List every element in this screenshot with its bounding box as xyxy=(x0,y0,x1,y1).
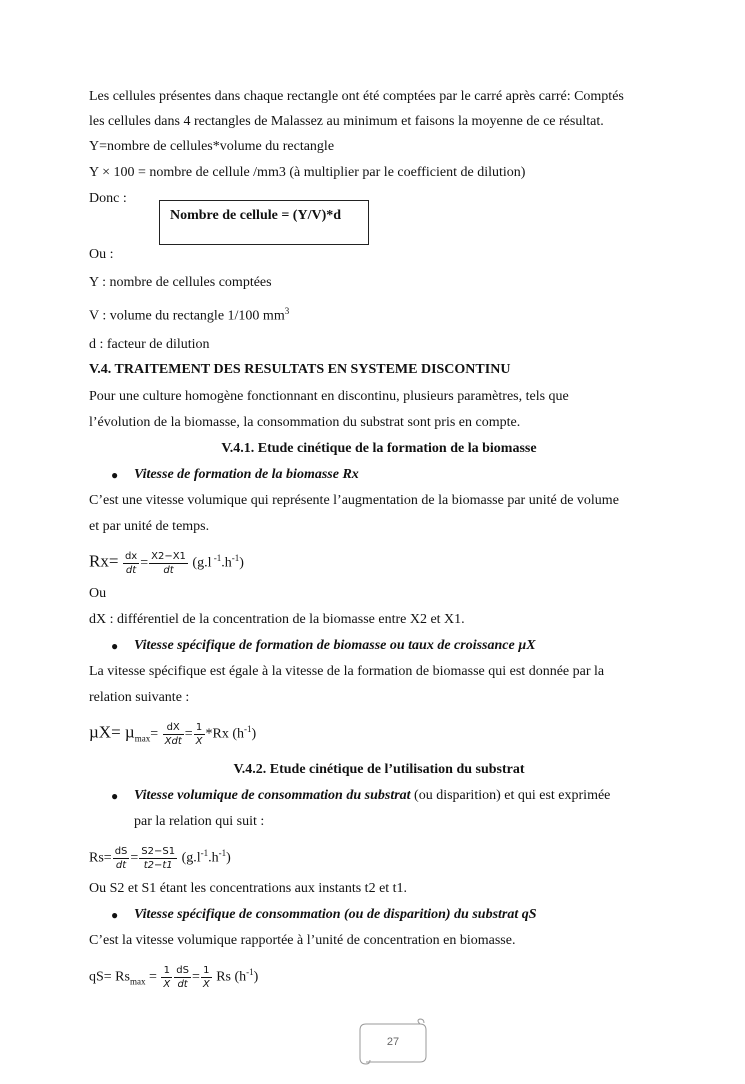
rx-para-2: et par unité de temps. xyxy=(89,518,210,534)
section-heading: V.4. TRAITEMENT DES RESULTATS EN SYSTEME DISCONTINU xyxy=(89,361,511,377)
rs-para: Ou S2 et S1 étant les concentrations aux instants t2 et t1. xyxy=(89,881,408,897)
v-definition: V : volume du rectangle 1/100 $mm^3$ xyxy=(89,306,290,324)
d-definition: d : facteur de dilution xyxy=(89,336,210,352)
subsection-4-2-heading: V.4.2. Etude cinétique de l’utilisation du substrat xyxy=(233,761,525,777)
bullet-dot-icon: ● xyxy=(111,908,119,923)
page-number: 27 xyxy=(386,1036,400,1048)
equation-rx: Rx= $\frac{dx}{dt}$ = $\frac{X2-X1}{dt}$ (g.l $^{-1}.h^{-1}$) xyxy=(89,550,244,576)
equation-rs: Rs= $\frac{dS}{dt}$ = $\frac{S2-S1}{t2-t1}$ $(g.l^{-1}.h^{-1})$ xyxy=(89,845,231,871)
section-para-2: l’évolution de la biomasse, la consommation du substrat sont pris en compte. xyxy=(89,414,521,430)
bullet-dot-icon: ● xyxy=(111,788,119,803)
intro-line-1: Les cellules présentes dans chaque rectangle ont été comptées par le carré après carré: Comptés xyxy=(89,89,624,104)
bullet-rx: ● Vitesse de formation de la biomasse Rx xyxy=(89,462,669,488)
ou-label-2: Ou xyxy=(89,586,107,602)
bullet-mux: ● Vitesse spécifique de formation de biomasse ou taux de croissance µX xyxy=(89,633,669,659)
subsection-4-1-heading: V.4.1. Etude cinétique de la formation de la biomasse xyxy=(221,440,537,456)
formula-box: Nombre de cellule = (Y/V)*d xyxy=(159,200,369,245)
ou-label: Ou : xyxy=(89,247,114,262)
dx-definition: dX : différentiel de la concentration de la biomasse entre X2 et X1. xyxy=(89,612,465,628)
equation-mux: µX= µ$_{max}$= $\frac{dX}{\text{Xdt}}$ = $\frac{1}{X}$ *Rx $(h^{-1})$ xyxy=(89,722,257,748)
intro-line-4: Y × 100 = nombre de cellule /mm3 (à multiplier par le coefficient de dilution) xyxy=(89,165,526,180)
bullet-qs: ● Vitesse spécifique de consommation (ou de disparition) du substrat qS xyxy=(89,902,669,928)
qs-para: C’est la vitesse volumique rapportée à l’unité de concentration en biomasse. xyxy=(89,933,516,949)
bullet-dot-icon: ● xyxy=(111,639,119,654)
bullet-dot-icon: ● xyxy=(111,467,119,482)
section-para-1: Pour une culture homogène fonctionnant en discontinu, plusieurs paramètres, tels que xyxy=(89,388,569,404)
rx-para-1: C’est une vitesse volumique qui représente l’augmentation de la biomasse par unité de volume xyxy=(89,492,619,508)
donc-label: Donc : xyxy=(89,191,127,206)
intro-line-2: les cellules dans 4 rectangles de Malassez au minimum et faisons la moyenne de ce résultat. xyxy=(89,114,604,129)
intro-line-3: Y=nombre de cellules*volume du rectangle xyxy=(89,139,335,154)
mux-para-2: relation suivante : xyxy=(89,690,190,706)
bullet-rs: ● Vitesse volumique de consommation du substrat (ou disparition) et qui est exprimée par la relation qui suit : xyxy=(89,783,669,835)
mux-para-1: La vitesse spécifique est égale à la vitesse de la formation de biomasse qui est donnée par la xyxy=(89,664,605,680)
equation-qs: $qS= Rs_{max}$ = $\frac{1}{X}$ $\frac{dS}{dt}$ = $\frac{1}{X}$ Rs $(h^{-1})$ xyxy=(89,965,259,991)
page-footer xyxy=(358,1018,428,1068)
y-definition: Y : nombre de cellules comptées xyxy=(89,275,272,290)
